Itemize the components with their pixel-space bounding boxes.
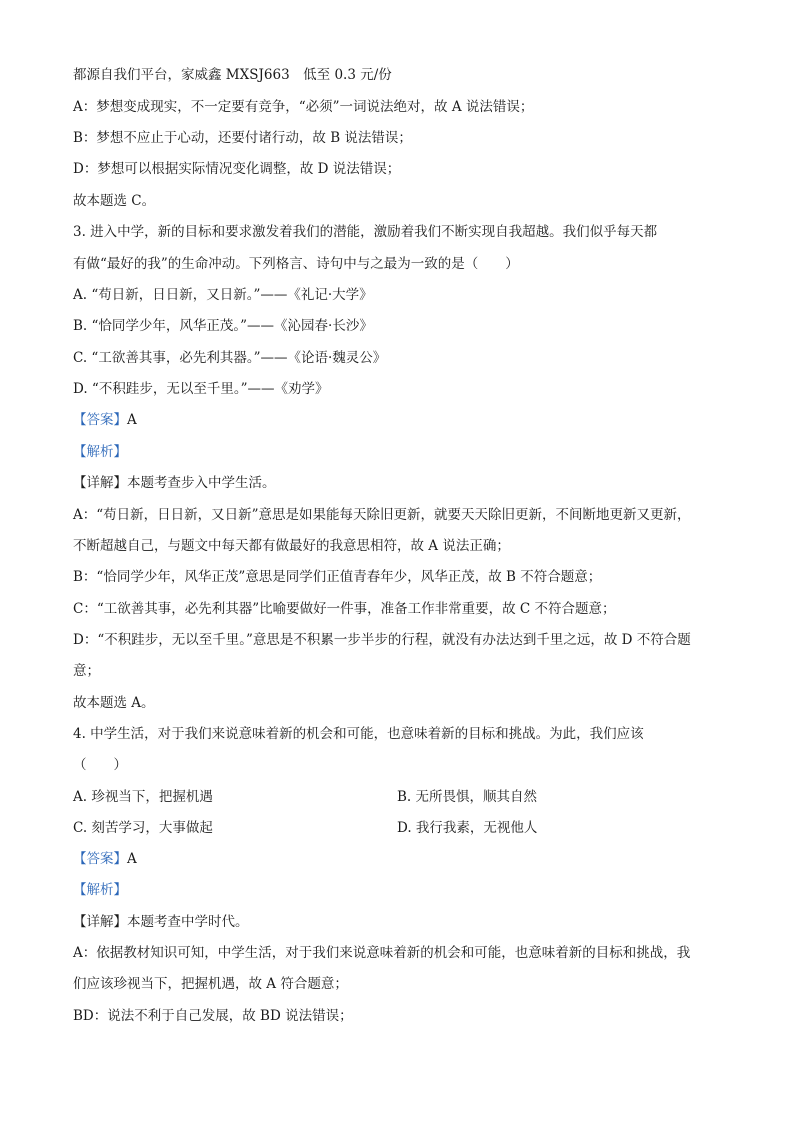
prev-final-answer: 故本题选 C。	[73, 193, 156, 209]
q4-answer-tag: 【答案】	[73, 851, 127, 867]
q4-detail	[73, 913, 249, 931]
q3-analysis-tag: 【解析】	[73, 444, 127, 460]
q4-stem-line1: 4. 中学生活，对于我们来说意味着新的机会和可能，也意味着新的目标和挑战。为此，我们应该	[73, 726, 644, 742]
q3-option-c: C. “工欲善其事，必先利其器。”——《论语·魏灵公》	[73, 350, 387, 366]
q3-detail	[73, 474, 276, 492]
q4-analysis-tag: 【解析】	[73, 882, 127, 898]
q3-explain-d-line2: 意；	[73, 663, 100, 679]
q3-option-a: A. “苟日新，日日新，又日新。”——《礼记·大学》	[73, 287, 373, 303]
header-line: 都源自我们平台，家威鑫 MXSJ663 低至 0.3 元/份	[73, 67, 392, 83]
q4-option-b: B. 无所畏惧，顺其自然	[397, 789, 538, 805]
q4-answer	[73, 850, 137, 868]
q4-option-d: D. 我行我素，无视他人	[397, 820, 538, 836]
prev-explanation-b: B：梦想不应止于心动，还要付诸行动，故 B 说法错误；	[73, 130, 412, 146]
q3-explain-c: C：“工欲善其事，必先利其器”比喻要做好一件事，准备工作非常重要，故 C 不符合题意；	[73, 601, 616, 617]
q4-detail-tag: 【详解】	[73, 914, 127, 930]
q3-explain-b: B：“恰同学少年，风华正茂”意思是同学们正值青春年少，风华正茂，故 B 不符合题意；	[73, 569, 602, 585]
q3-answer-tag: 【答案】	[73, 412, 127, 428]
q4-explain-bd: BD：说法不利于自己发展，故 BD 说法错误；	[73, 1008, 353, 1024]
q4-option-a: A. 珍视当下，把握机遇	[73, 789, 213, 805]
q3-explain-a-line1: A：“苟日新，日日新，又日新”意思是如果能每天除旧更新，就要天天除旧更新，不间断地更新又更新，	[73, 507, 691, 523]
q3-option-b: B. “恰同学少年，风华正茂。”——《沁园春·长沙》	[73, 318, 373, 334]
q4-explain-a-line2: 们应该珍视当下，把握机遇，故 A 符合题意；	[73, 976, 348, 992]
q3-explain-d-line1: D：“不积跬步，无以至千里。”意思是不积累一步半步的行程，就没有办法达到千里之远，故 D 不符合题	[73, 632, 691, 648]
q4-option-c: C. 刻苦学习，大事做起	[73, 820, 213, 836]
q3-stem-line2: 有做“最好的我”的生命冲动。下列格言、诗句中与之最为一致的是（ ）	[73, 256, 519, 272]
q3-answer	[73, 411, 137, 429]
prev-explanation-a: A：梦想变成现实，不一定要有竞争，“必须”一词说法绝对，故 A 说法错误；	[73, 99, 534, 115]
q3-explain-a-line2: 不断超越自己，与题文中每天都有做最好的我意思相符，故 A 说法正确；	[73, 538, 510, 554]
q3-option-d: D. “不积跬步，无以至千里。”——《劝学》	[73, 381, 329, 397]
q4-detail-text: 本题考查中学时代。	[127, 914, 249, 930]
q3-detail-tag: 【详解】	[73, 475, 127, 491]
q4-stem-line2: （ ）	[73, 757, 127, 773]
prev-explanation-d: D：梦想可以根据实际情况变化调整，故 D 说法错误；	[73, 161, 401, 177]
q3-final-answer: 故本题选 A。	[73, 695, 155, 711]
q4-explain-a-line1: A：依据教材知识可知，中学生活，对于我们来说意味着新的机会和可能，也意味着新的目标和挑战，我	[73, 945, 691, 961]
q3-detail-text: 本题考查步入中学生活。	[127, 475, 276, 491]
q3-stem-line1: 3. 进入中学，新的目标和要求激发着我们的潜能，激励着我们不断实现自我超越。我们似乎每天都	[73, 224, 658, 240]
q4-answer-value: A	[127, 851, 137, 867]
q3-answer-value: A	[127, 412, 137, 428]
